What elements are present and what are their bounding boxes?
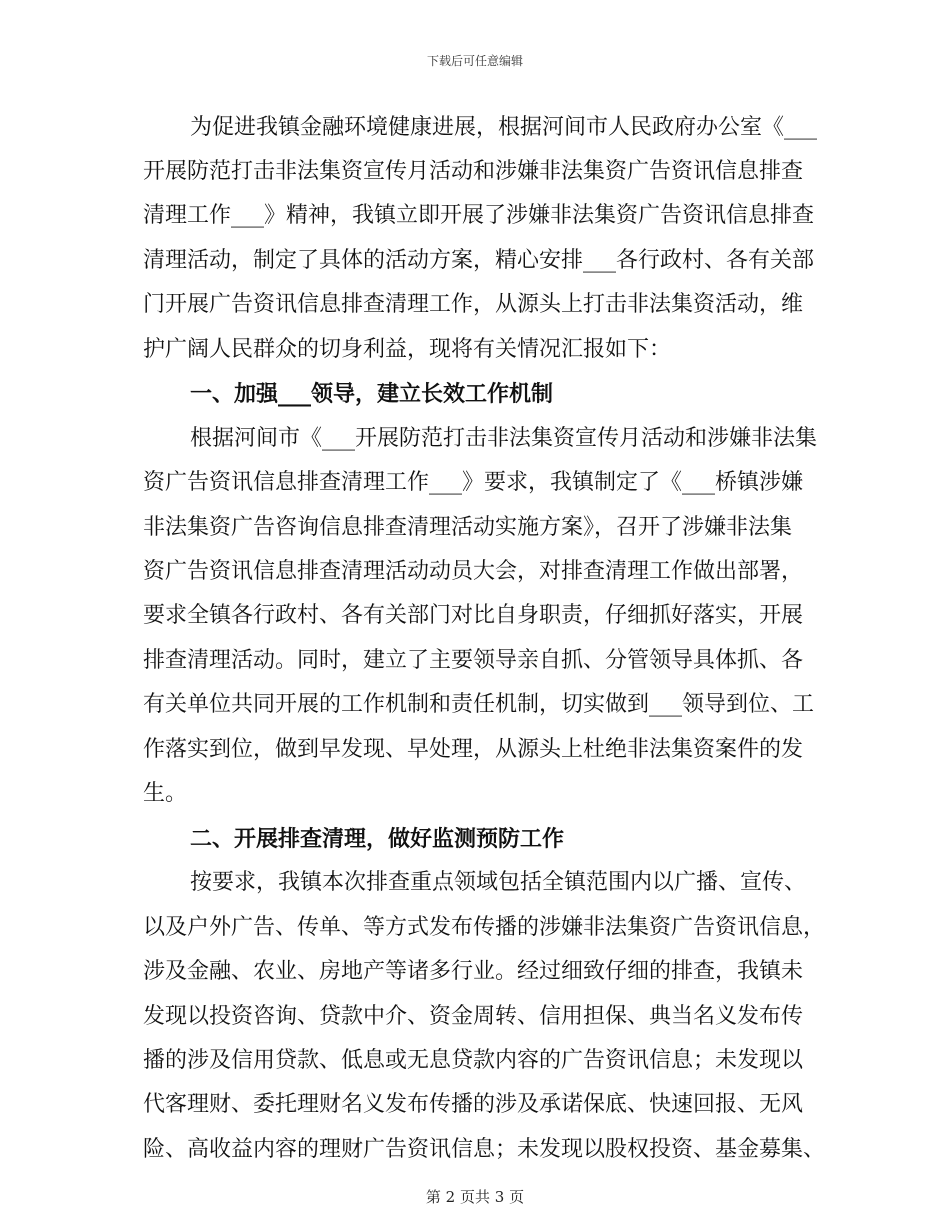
section-heading-2: 二、开展排查清理，做好监测预防工作 (190, 826, 565, 852)
text-line: 门开展广告资讯信息排查清理工作，从源头上打击非法集资活动，维 (143, 292, 804, 317)
text-line: 按要求，我镇本次排查重点领域包括全镇范围内以广播、宣传、 (190, 870, 807, 895)
text-line: 资广告资讯信息排查清理工作___》要求，我镇制定了《___桥镇涉嫌 (143, 470, 804, 495)
section-heading-1: 一、加强___领导，建立长效工作机制 (190, 381, 554, 407)
text-line: 排查清理活动。同时，建立了主要领导亲自抓、分管领导具体抓、各 (143, 648, 804, 673)
page-header: 下载后可任意编辑 (426, 54, 523, 68)
text-line: 险、高收益内容的理财广告资讯信息；未发现以股权投资、基金募集、 (143, 1137, 826, 1162)
text-line: 播的涉及信用贷款、低息或无息贷款内容的广告资讯信息；未发现以 (143, 1048, 804, 1073)
text-line: 涉及金融、农业、房地产等诸多行业。经过细致仔细的排查，我镇未 (143, 959, 804, 984)
text-line: 代客理财、委托理财名义发布传播的涉及承诺保底、快速回报、无风 (143, 1092, 804, 1117)
text-line: 资广告资讯信息排查清理活动动员大会，对排查清理工作做出部署， (143, 559, 804, 584)
text-line: 非法集资广告咨询信息排查清理活动实施方案》，召开了涉嫌非法集 (143, 515, 793, 540)
text-line: 以及户外广告、传单、等方式发布传播的涉嫌非法集资广告资讯信息， (143, 915, 826, 940)
text-line: 开展防范打击非法集资宣传月活动和涉嫌非法集资广告资讯信息排查 (143, 159, 804, 184)
text-line: 有关单位共同开展的工作机制和责任机制，切实做到___领导到位、工 (143, 692, 815, 717)
text-line: 发现以投资咨询、贷款中介、资金周转、信用担保、典当名义发布传 (143, 1004, 804, 1029)
text-line: 作落实到位，做到早发现、早处理，从源头上杜绝非法集资案件的发 (143, 737, 804, 762)
text-line: 清理活动，制定了具体的活动方案，精心安排___各行政村、各有关部 (143, 248, 815, 273)
page-footer: 第 2 页共 3 页 (425, 1188, 525, 1206)
text-line: 清理工作___》精神，我镇立即开展了涉嫌非法集资广告资讯信息排查 (143, 203, 815, 228)
text-line: 根据河间市《___开展防范打击非法集资宣传月活动和涉嫌非法集 (190, 426, 818, 451)
text-line: 要求全镇各行政村、各有关部门对比自身职责，仔细抓好落实，开展 (143, 603, 804, 628)
text-line: 护广阔人民群众的切身利益，现将有关情况汇报如下： (143, 337, 672, 362)
text-line: 为促进我镇金融环境健康进展，根据河间市人民政府办公室《___ (190, 115, 818, 140)
text-line: 生。 (143, 781, 188, 806)
